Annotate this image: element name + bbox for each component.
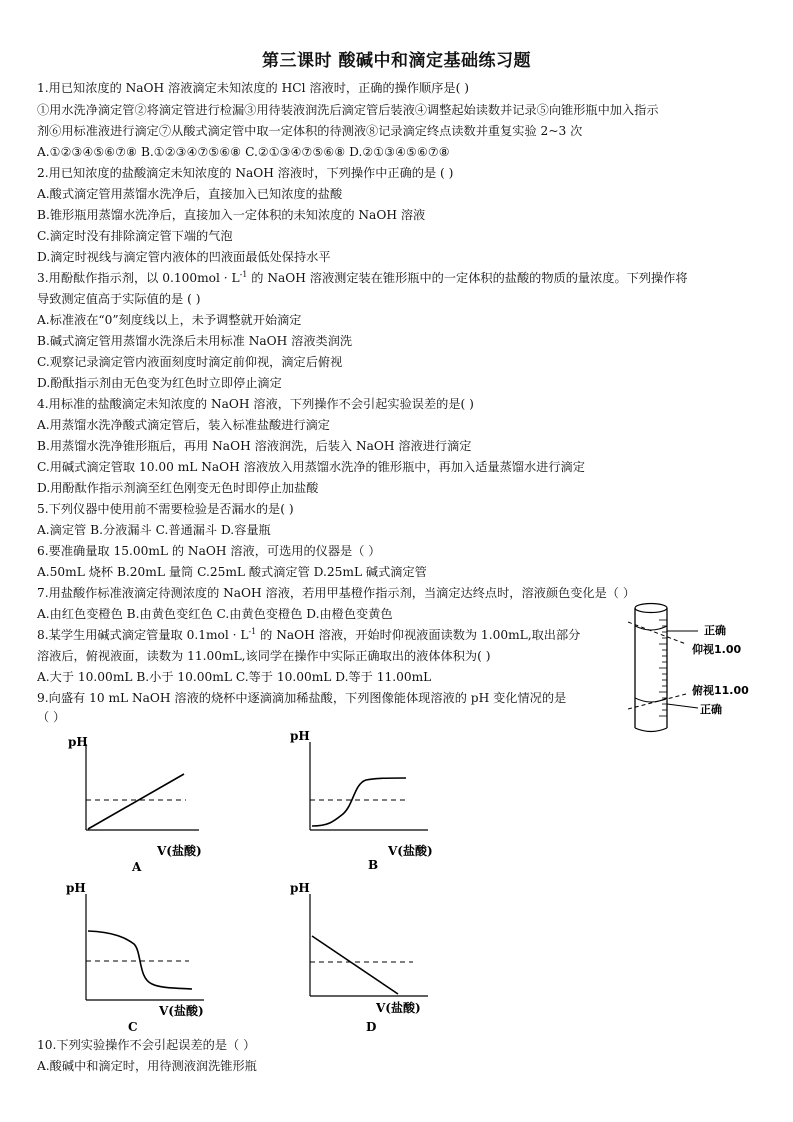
- burette-figure: [628, 598, 768, 738]
- question-4-option-a: A.用蒸馏水洗净酸式滴定管后，装入标准盐酸进行滴定: [37, 418, 330, 432]
- burette-label-correct-bottom: 正确: [700, 703, 722, 716]
- question-2-option-c: C.滴定时没有排除滴定管下端的气泡: [37, 229, 233, 243]
- question-7-options: A.由红色变橙色 B.由黄色变红色 C.由黄色变橙色 D.由橙色变黄色: [37, 607, 393, 621]
- question-8-stem-post: 的 NaOH 溶液，开始时仰视液面读数为 1.00mL,取出部分: [256, 628, 581, 642]
- question-8-stem: [37, 625, 627, 646]
- question-10-option-a: A.酸碱中和滴定时，用待测液润洗锥形瓶: [37, 1059, 257, 1073]
- question-5-stem: 5.下列仪器中使用前不需要检验是否漏水的是( ): [37, 502, 294, 516]
- question-4-stem: 4.用标准的盐酸滴定未知浓度的 NaOH 溶液，下列操作不会引起实验误差的是( ): [37, 397, 474, 411]
- burette-label-yangshi: 仰视1.00: [692, 643, 742, 656]
- graph-a: [64, 730, 204, 875]
- question-3-option-a: A.标准液在“0”刻度线以上，未予调整就开始滴定: [37, 313, 302, 327]
- question-5-options: A.滴定管 B.分液漏斗 C.普通漏斗 D.容量瓶: [37, 523, 271, 537]
- question-3-option-b: B.碱式滴定管用蒸馏水洗涤后未用标准 NaOH 溶液类润洗: [37, 334, 353, 348]
- question-3-stem-post: 的 NaOH 溶液测定装在锥形瓶中的一定体积的盐酸的物质的量浓度。下列操作将: [247, 271, 688, 285]
- question-2-stem: 2.用已知浓度的盐酸滴定未知浓度的 NaOH 溶液时，下列操作中正确的是 ( ): [37, 166, 454, 180]
- question-9-stem-line2: （ ）: [37, 710, 66, 724]
- graph-b-y-label: pH: [290, 729, 310, 743]
- graph-d-x-label: V(盐酸): [376, 1001, 421, 1015]
- question-8-stem-sup: -1: [248, 626, 257, 636]
- question-8-options: A.大于 10.00mL B.小于 10.00mL C.等于 10.00mL D.等于 11.00mL: [37, 670, 432, 684]
- question-4-option-c: C.用碱式滴定管取 10.00 mL NaOH 溶液放入用蒸馏水洗净的锥形瓶中，再加入适量蒸馏水进行滴定: [37, 460, 585, 474]
- question-1-stem: 1.用已知浓度的 NaOH 溶液滴定未知浓度的 HCl 溶液时，正确的操作顺序是( ): [37, 81, 469, 95]
- graph-d-y-label: pH: [290, 881, 310, 895]
- graph-d: [288, 880, 438, 1035]
- question-3-option-d: D.酚酞指示剂由无色变为红色时立即停止滴定: [37, 376, 282, 390]
- question-3-stem: [37, 268, 767, 289]
- question-1-options: A.①②③④⑤⑥⑦⑧ B.①②③④⑦⑤⑥⑧ C.②①③④⑦⑤⑥⑧ D.②①③④⑤⑥⑦⑧: [37, 145, 450, 159]
- graph-b: [288, 728, 438, 875]
- graph-c: [64, 880, 214, 1035]
- question-3-option-c: C.观察记录滴定管内液面刻度时滴定前仰视，滴定后俯视: [37, 355, 343, 369]
- question-7-stem: 7.用盐酸作标准液滴定待测浓度的 NaOH 溶液，若用甲基橙作指示剂，当滴定达终点时，溶液颜色变化是（ ）: [37, 586, 636, 600]
- page-title: 第三课时 酸碱中和滴定基础练习题: [262, 51, 531, 71]
- graph-a-x-label: V(盐酸): [157, 844, 202, 858]
- question-8-stem-pre: 8.某学生用碱式滴定管量取 0.1mol · L: [37, 628, 249, 642]
- question-6-stem: 6.要准确量取 15.00mL 的 NaOH 溶液，可选用的仪器是（ ）: [37, 544, 381, 558]
- graph-c-x-label: V(盐酸): [159, 1004, 204, 1018]
- graph-b-letter: B: [368, 858, 379, 872]
- question-10-stem: 10.下列实验操作不会引起误差的是（ ）: [37, 1038, 256, 1052]
- question-3-stem-pre: 3.用酚酞作指示剂，以 0.100mol · L: [37, 271, 240, 285]
- question-2-option-a: A.酸式滴定管用蒸馏水洗净后，直接加入已知浓度的盐酸: [37, 187, 343, 201]
- graph-b-x-label: V(盐酸): [388, 844, 433, 858]
- question-1-steps-line2: 剂⑥用标准液进行滴定⑦从酸式滴定管中取一定体积的待测液⑧记录滴定终点读数并重复实验 2~3 次: [37, 124, 583, 138]
- question-4-option-b: B.用蒸馏水洗净锥形瓶后，再用 NaOH 溶液润洗，后装入 NaOH 溶液进行滴定: [37, 439, 472, 453]
- question-4-option-d: D.用酚酞作指示剂滴至红色刚变无色时即停止加盐酸: [37, 481, 319, 495]
- graph-a-y-label: pH: [68, 735, 88, 749]
- graph-d-letter: D: [366, 1020, 377, 1034]
- question-1-steps-line1: ①用水洗净滴定管②将滴定管进行检漏③用待装液润洗后滴定管后装液④调整起始读数并记录⑤向锥形瓶中加入指示: [37, 103, 659, 117]
- burette-label-fushi: 俯视11.00: [692, 684, 749, 697]
- question-6-options: A.50mL 烧杯 B.20mL 量筒 C.25mL 酸式滴定管 D.25mL 碱式滴定管: [37, 565, 427, 579]
- question-9-stem: 9.向盛有 10 mL NaOH 溶液的烧杯中逐滴滴加稀盐酸，下列图像能体现溶液的 pH 变化情况的是: [37, 691, 567, 705]
- question-3-stem-sup: -1: [239, 269, 248, 279]
- question-2-option-b: B.锥形瓶用蒸馏水洗净后，直接加入一定体积的未知浓度的 NaOH 溶液: [37, 208, 426, 222]
- burette-label-correct-top: 正确: [704, 624, 726, 637]
- question-2-option-d: D.滴定时视线与滴定管内液体的凹液面最低处保持水平: [37, 250, 331, 264]
- graph-c-y-label: pH: [66, 881, 86, 895]
- question-8-stem-line2: 溶液后，俯视液面，读数为 11.00mL,该同学在操作中实际正确取出的液体体积为( ): [37, 649, 491, 663]
- graph-a-letter: A: [132, 860, 142, 874]
- graph-c-letter: C: [128, 1020, 138, 1034]
- question-3-stem-line2: 导致测定值高于实际值的是 ( ): [37, 292, 201, 306]
